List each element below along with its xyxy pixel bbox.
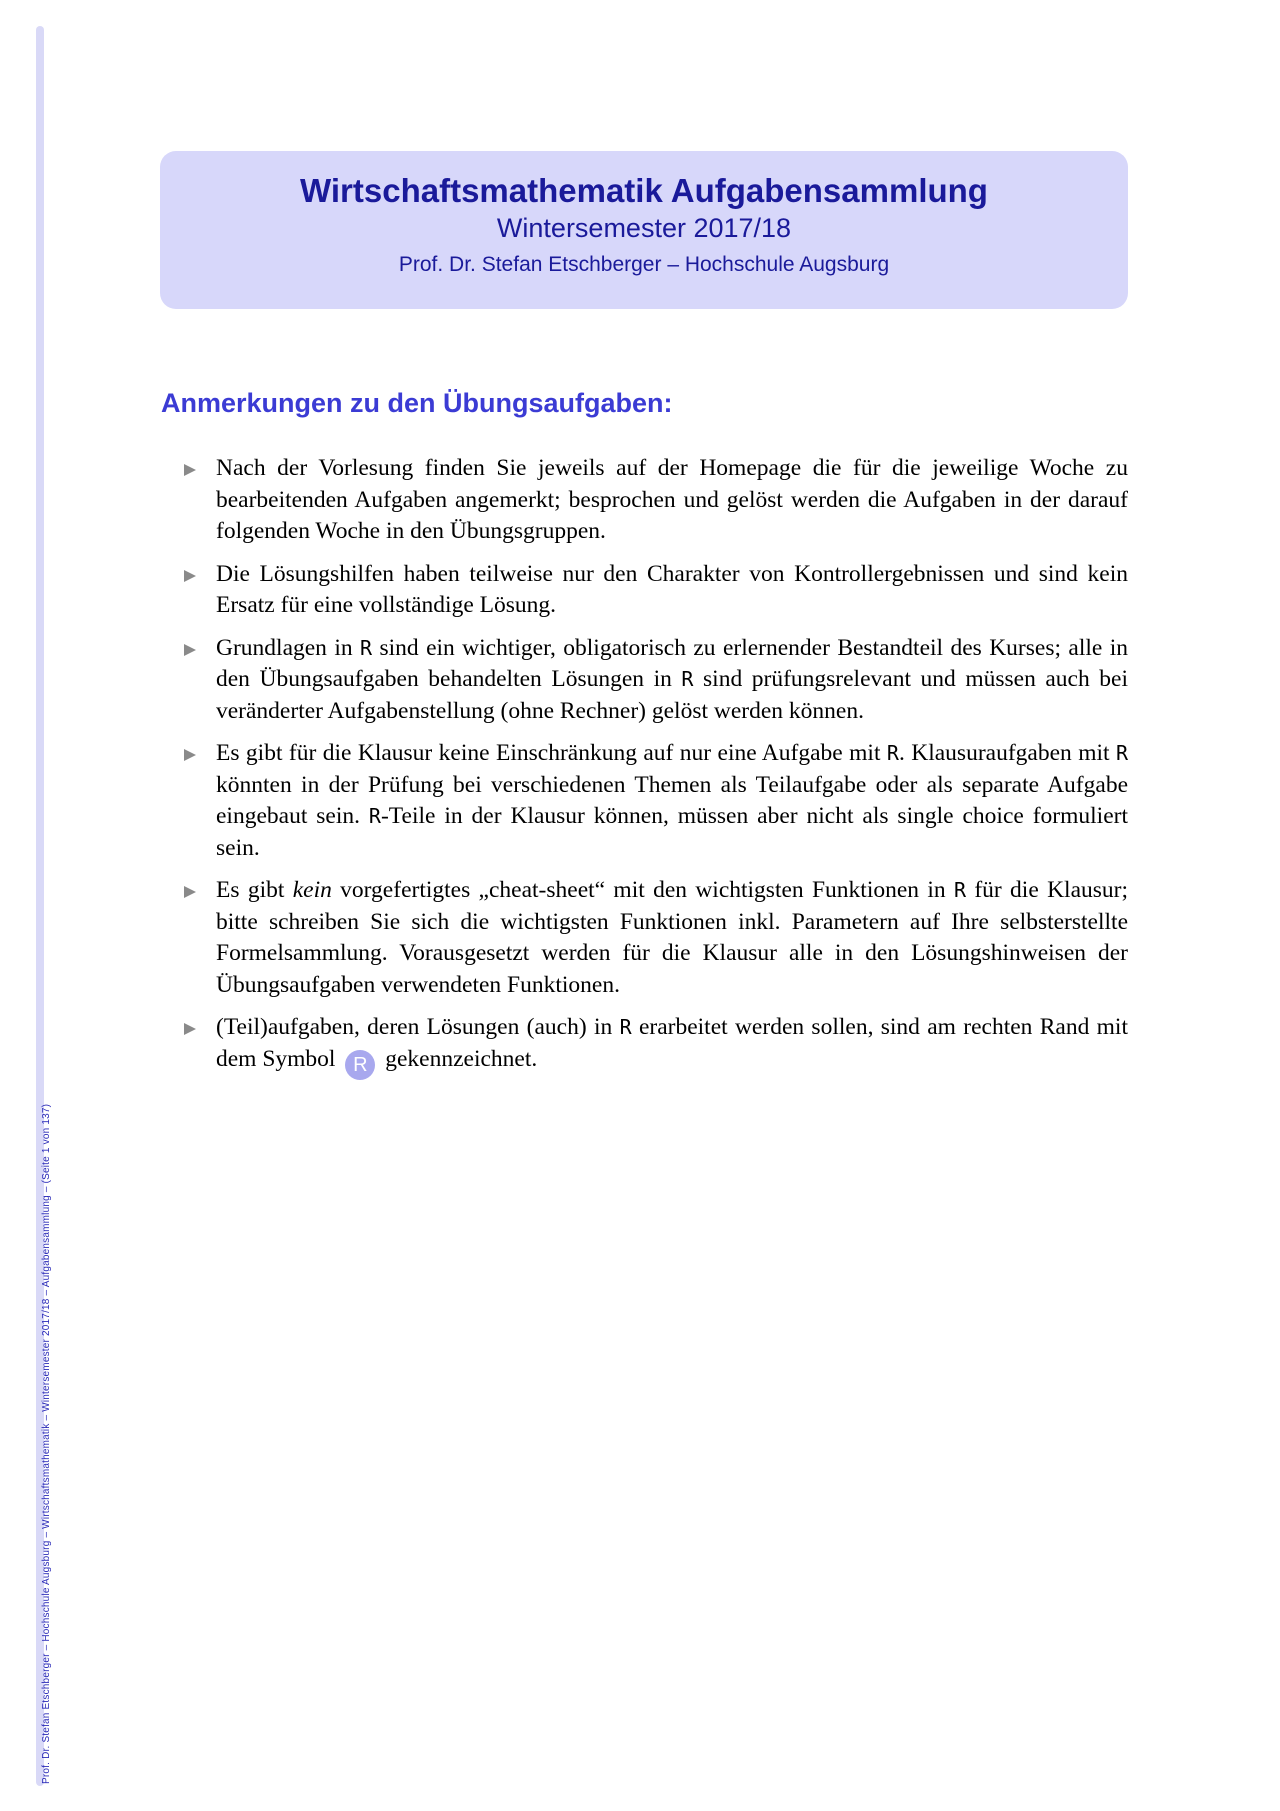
list-item: [180, 1012, 1128, 1080]
r-code: R: [1115, 741, 1128, 765]
note-text: Die Lösungshilfen haben teilweise nur den Charakter von Kontrollergebnissen und sind kein Ersatz für eine vollständige Lösung.: [216, 560, 1128, 618]
note-text: Es gibt: [216, 877, 293, 903]
notes-list: [180, 453, 1128, 1091]
note-text: Nach der Vorlesung finden Sie jeweils auf der Homepage die für die jeweilige Woche zu bearbeitenden Aufgaben angemerkt; besprochen und gelöst werden die Aufgaben in der darauf folgenden Woche in den Übungsgruppen.: [216, 455, 1128, 544]
page-author: Prof. Dr. Stefan Etschberger – Hochschule Augsburg: [398, 253, 890, 276]
section-heading: Anmerkungen zu den Übungsaufgaben:: [161, 388, 673, 418]
page-subtitle: Wintersemester 2017/18: [496, 213, 792, 243]
note-text: für die Klausur; bitte schreiben Sie sich die wichtigsten Funktionen inkl. Parametern auf Ihre selbsterstellte Formelsammlung. Vorausgesetzt werden für die Klausur alle in den Lösungshinweisen der Übungsaufgaben verwendeten Funktionen.: [216, 877, 1128, 998]
r-code: R: [619, 1015, 632, 1039]
page-title: Wirtschaftsmathematik Aufgabensammlung: [300, 172, 988, 209]
note-text: -Teile in der Klausur können, müssen aber nicht als single choice formuliert sein.: [216, 803, 1128, 861]
list-item: [180, 453, 1128, 548]
emphasis-text: kein: [292, 877, 332, 903]
r-code: R: [953, 878, 966, 902]
list-item: [180, 738, 1128, 864]
sidebar-footer-text: Prof. Dr. Stefan Etschberger – Hochschule Augsburg – Wirtschaftsmathematik – Wintersemester 2017/18 – Aufgabensammlung – (Seite 1 von 137): [41, 1103, 52, 1784]
triangle-bullet-icon: [184, 749, 196, 761]
note-text: Es gibt für die Klausur keine Einschränkung auf nur eine Aufgabe mit: [216, 740, 887, 766]
triangle-bullet-icon: [184, 644, 196, 656]
note-text: gekennzeichnet.: [379, 1045, 538, 1072]
triangle-bullet-icon: [184, 570, 196, 582]
note-text: Grundlagen in: [216, 634, 361, 661]
note-text: sind prüfungsrelevant und müssen auch bei veränderter Aufgabenstellung (ohne Rechner) gelöst werden können.: [216, 666, 1129, 724]
r-symbol-icon: R: [345, 1050, 375, 1080]
list-item: [180, 875, 1128, 1001]
note-text: (Teil)aufgaben, deren Lösungen (auch) in: [216, 1014, 620, 1040]
title-box: [160, 151, 1128, 309]
list-item: [180, 559, 1128, 622]
note-text: vorgefertigtes „cheat-sheet“ mit den wichtigsten Funktionen in: [331, 877, 954, 903]
r-code: R: [681, 667, 694, 691]
r-code: R: [886, 741, 899, 765]
list-item: [180, 633, 1128, 728]
note-text: erarbeitet werden sollen, sind am rechten Rand mit dem Symbol: [216, 1014, 1128, 1072]
r-code: R: [360, 635, 373, 660]
triangle-bullet-icon: [184, 1023, 196, 1035]
triangle-bullet-icon: [184, 464, 196, 476]
triangle-bullet-icon: [184, 886, 196, 898]
r-code: R: [368, 804, 381, 828]
note-text: . Klausuraufgaben mit: [898, 740, 1116, 766]
note-text: sind ein wichtiger, obligatorisch zu erlernender Bestandteil des Kurses; alle in den Übungsaufgaben behandelten Lösungen in: [216, 634, 1128, 692]
note-text: könnten in der Prüfung bei verschiedenen Themen als Teilaufgabe oder als separate Aufgabe eingebaut sein.: [216, 771, 1128, 829]
